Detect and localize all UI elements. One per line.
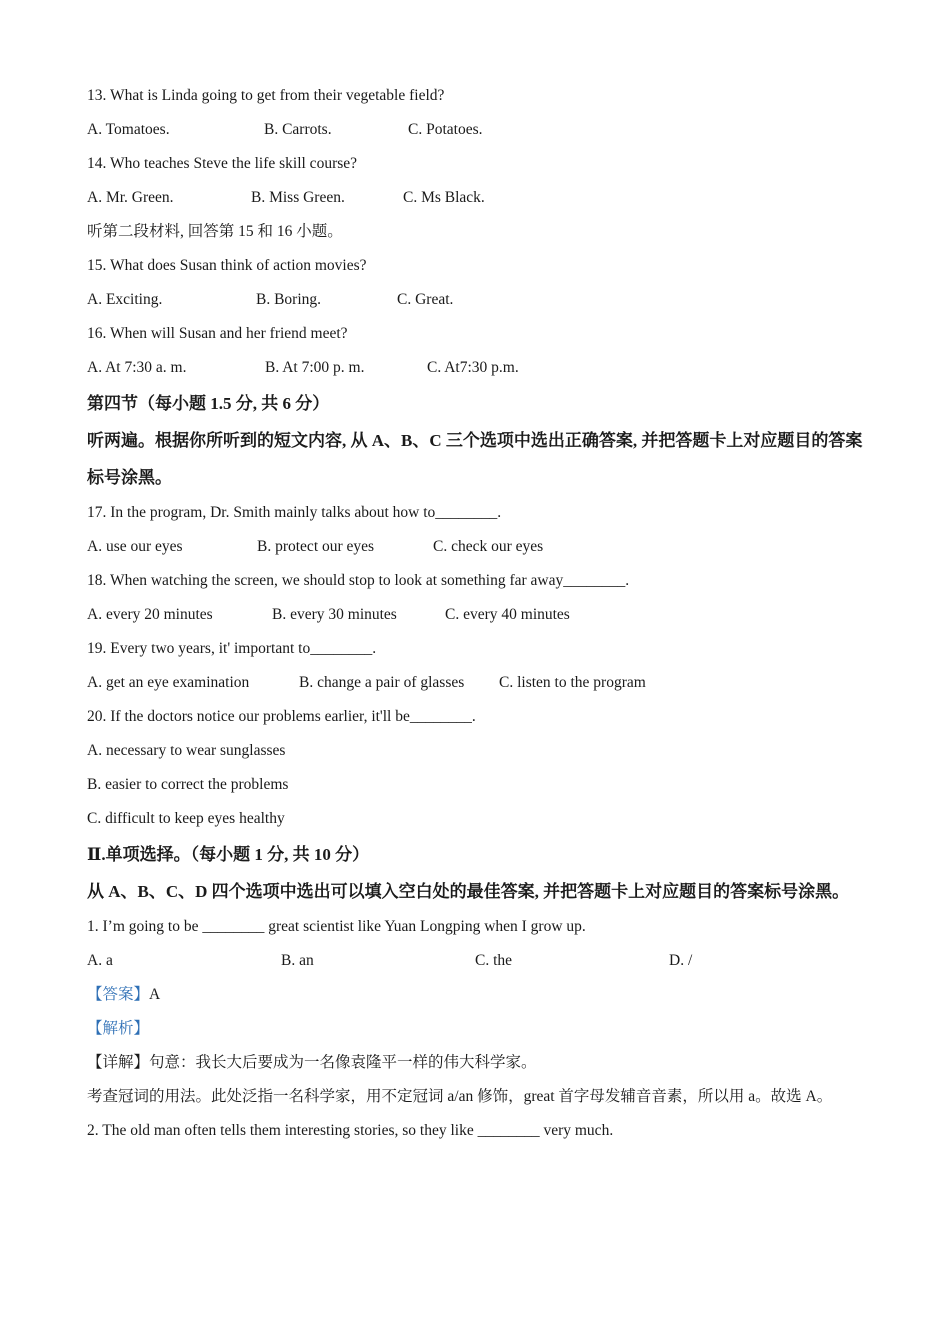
option-14-a: A. Mr. Green. <box>87 189 174 206</box>
exam-page <box>87 79 877 1148</box>
options-18 <box>87 598 877 632</box>
question-18: 18. When watching the screen, we should stop to look at something far away________. <box>87 572 630 589</box>
question-16: 16. When will Susan and her friend meet? <box>87 325 348 342</box>
question-13: 13. What is Linda going to get from their vegetable field? <box>87 87 445 104</box>
options-16 <box>87 351 877 385</box>
analysis-label: 【解析】 <box>87 1020 150 1037</box>
mc-options-1 <box>87 944 877 978</box>
option-19-c: C. listen to the program <box>499 674 646 691</box>
part2-heading: Ⅱ.单项选择。（每小题 1 分, 共 10 分） <box>87 845 370 864</box>
option-16-a: A. At 7:30 a. m. <box>87 359 187 376</box>
question-19: 19. Every two years, it' important to________. <box>87 640 377 657</box>
part2-instruction: 从 A、B、C、D 四个选项中选出可以填入空白处的最佳答案, 并把答题卡上对应题目的答案标号涂黑。 <box>87 882 850 901</box>
option-19-b: B. change a pair of glasses <box>299 674 465 691</box>
option-15-a: A. Exciting. <box>87 291 163 308</box>
option-13-c: C. Potatoes. <box>408 121 483 138</box>
answer-line <box>87 978 877 1012</box>
explanation-text: 考查冠词的用法。此处泛指一名科学家，用不定冠词 a/an 修饰，great 首字母发辅音音素，所以用 a。故选 A。 <box>87 1088 833 1105</box>
options-17 <box>87 530 877 564</box>
answer-label: 【答案】 <box>87 986 150 1003</box>
option-14-c: C. Ms Black. <box>403 189 485 206</box>
option-17-b: B. protect our eyes <box>257 538 375 555</box>
mc-option-1-d: D. / <box>669 952 693 969</box>
options-15 <box>87 283 877 317</box>
mc-option-1-b: B. an <box>281 952 314 969</box>
option-17-a: A. use our eyes <box>87 538 183 555</box>
detail-label: 【详解】 <box>87 1054 150 1071</box>
option-13-a: A. Tomatoes. <box>87 121 170 138</box>
passage2-instruction: 听第二段材料, 回答第 15 和 16 小题。 <box>87 223 343 240</box>
mc-option-1-a: A. a <box>87 952 113 969</box>
question-20: 20. If the doctors notice our problems earlier, it'll be________. <box>87 708 476 725</box>
options-14 <box>87 181 877 215</box>
section4-heading: 第四节（每小题 1.5 分, 共 6 分） <box>87 394 330 413</box>
option-14-b: B. Miss Green. <box>251 189 345 206</box>
question-14: 14. Who teaches Steve the life skill course? <box>87 155 358 172</box>
option-18-a: A. every 20 minutes <box>87 606 213 623</box>
option-15-b: B. Boring. <box>256 291 322 308</box>
question-15: 15. What does Susan think of action movies? <box>87 257 367 274</box>
section4-instruction: 听两遍。根据你所听到的短文内容, 从 A、B、C 三个选项中选出正确答案, 并把答题卡上对应题目的答案标号涂黑。 <box>87 431 863 487</box>
mc-option-1-c: C. the <box>475 952 513 969</box>
option-17-c: C. check our eyes <box>433 538 544 555</box>
option-20-a: A. necessary to wear sunglasses <box>87 742 286 759</box>
option-16-b: B. At 7:00 p. m. <box>265 359 365 376</box>
detail-line <box>87 1046 877 1080</box>
option-15-c: C. Great. <box>397 291 454 308</box>
option-20-c: C. difficult to keep eyes healthy <box>87 810 285 827</box>
option-20-b: B. easier to correct the problems <box>87 776 289 793</box>
options-13 <box>87 113 877 147</box>
option-16-c: C. At7:30 p.m. <box>427 359 519 376</box>
question-17: 17. In the program, Dr. Smith mainly talks about how to________. <box>87 504 502 521</box>
answer-value: A <box>149 986 161 1003</box>
mc-question-1: 1. I’m going to be ________ great scientist like Yuan Longping when I grow up. <box>87 918 586 935</box>
option-18-c: C. every 40 minutes <box>445 606 570 623</box>
analysis-line <box>87 1012 877 1046</box>
detail-text: 句意：我长大后要成为一名像袁隆平一样的伟大科学家。 <box>149 1054 537 1071</box>
options-19 <box>87 666 877 700</box>
option-18-b: B. every 30 minutes <box>272 606 397 623</box>
option-19-a: A. get an eye examination <box>87 674 250 691</box>
mc-question-2: 2. The old man often tells them interesting stories, so they like ________ very much. <box>87 1122 614 1139</box>
option-13-b: B. Carrots. <box>264 121 332 138</box>
